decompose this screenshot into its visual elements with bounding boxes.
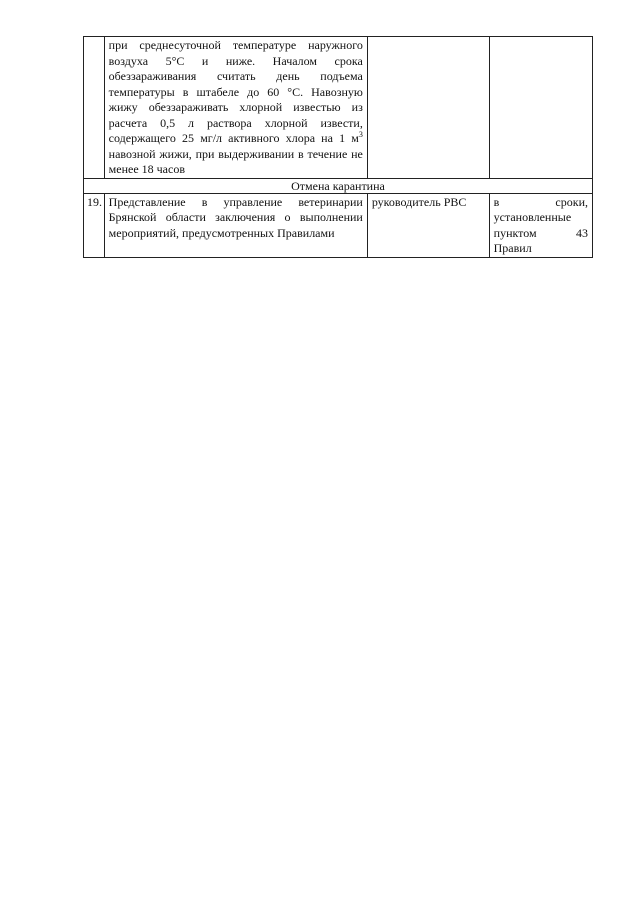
- deadline-cell: в сроки, установленные пунктом 43 Правил: [489, 193, 592, 257]
- action-text: при среднесуточной температуре наружного воздуха 5°С и ниже. Началом срока обеззараживания считать день подъема температуры в штабеле до 60 °С. Навозную жижу обеззараживать хлорной известью из расчета 0,5 л раствора хлорной извести, содержащего 25 мг/л активного хлора на 1 м: [108, 38, 363, 145]
- section-header-row: [84, 178, 593, 193]
- table-row-continued: [84, 37, 593, 179]
- responsible-cell: руководитель РВС: [367, 193, 489, 257]
- row-number-cell: 19.: [84, 193, 105, 257]
- action-cell: [104, 37, 367, 179]
- measures-table: [83, 36, 593, 258]
- table-row-19: [84, 193, 593, 257]
- action-cell: Представление в управление ветеринарии Брянской области заключения о выполнении мероприятий, предусмотренных Правилами: [104, 193, 367, 257]
- action-text-tail: навозной жижи, при выдерживании в течение не менее 18 часов: [108, 146, 363, 176]
- row-number-cell: [84, 37, 105, 179]
- deadline-cell: [489, 37, 592, 179]
- cubic-superscript: 3: [358, 130, 363, 139]
- section-title: Отмена карантина: [84, 178, 593, 193]
- responsible-cell: [367, 37, 489, 179]
